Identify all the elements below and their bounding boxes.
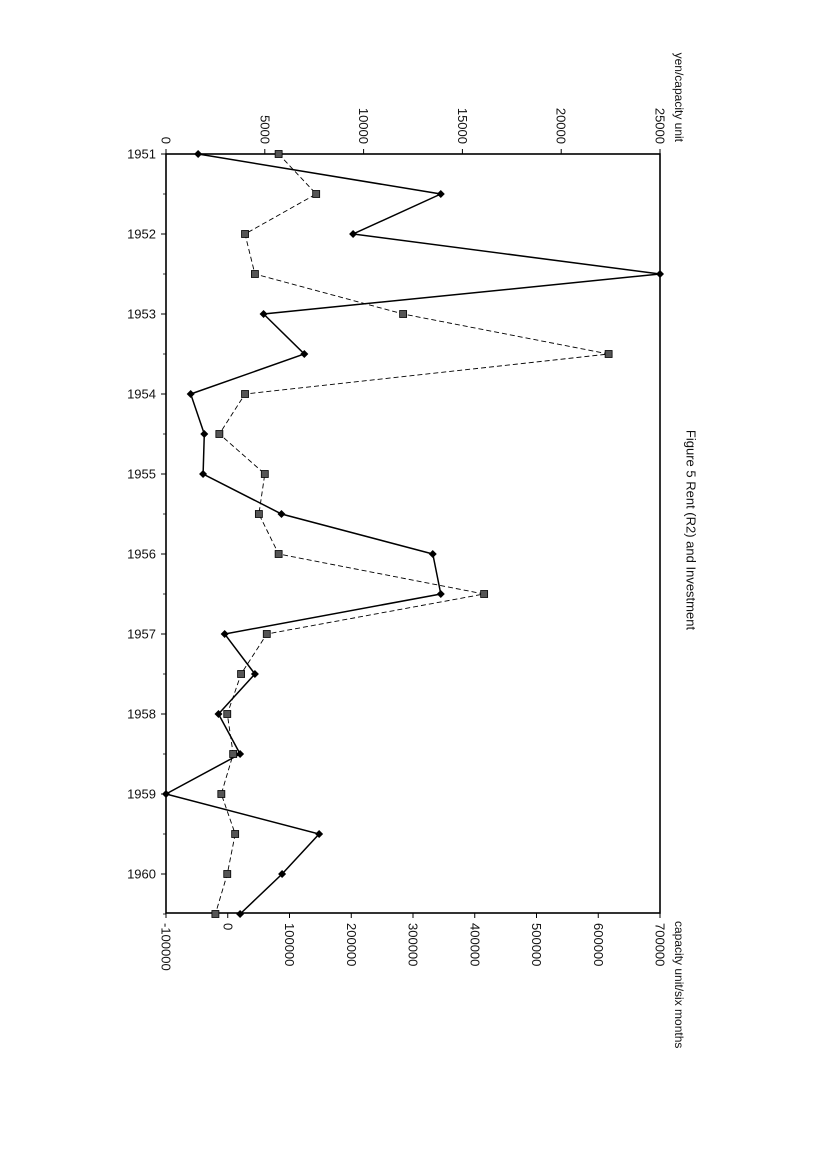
series-1-point xyxy=(277,510,285,518)
right-axis-tick-label: 700000 xyxy=(652,923,668,967)
series-2-point xyxy=(232,831,239,838)
series-2-point xyxy=(263,631,270,638)
x-tick-label: 1954 xyxy=(127,386,156,402)
left-axis-title: yen/capacity unit xyxy=(672,52,686,142)
x-tick-label: 1952 xyxy=(127,226,156,242)
series-1-point xyxy=(199,470,207,478)
right-axis-tick-label: 400000 xyxy=(467,923,483,967)
right-axis-tick-label: 500000 xyxy=(529,923,544,967)
series-2-point xyxy=(242,391,249,398)
right-axis-tick-label: 200000 xyxy=(343,923,359,967)
right-axis-tick-label: 100000 xyxy=(282,923,297,967)
series-1-point xyxy=(437,590,445,598)
series-2-point xyxy=(275,551,282,558)
series-1-point xyxy=(656,270,664,278)
series-2-point xyxy=(481,591,488,598)
series-2-point xyxy=(224,711,231,718)
series-1-point xyxy=(162,790,170,798)
series-2-point xyxy=(313,191,320,198)
series-2-point xyxy=(275,151,282,158)
series-2-point xyxy=(400,311,407,318)
series-1-point xyxy=(187,390,195,398)
series-2-point xyxy=(242,231,249,238)
series-2-point xyxy=(238,671,245,678)
series-2-point xyxy=(212,911,219,918)
right-axis-title: capacity unit/six months xyxy=(672,921,686,1049)
series-2-point xyxy=(216,431,223,438)
series-1-point xyxy=(236,750,244,758)
x-tick-label: 1958 xyxy=(127,706,156,722)
x-tick-label: 1957 xyxy=(127,626,156,642)
x-tick-label: 1959 xyxy=(127,786,156,802)
series-2-point xyxy=(218,791,225,798)
series-line-2 xyxy=(215,154,608,914)
series-1-point xyxy=(437,190,445,198)
series-2-point xyxy=(224,871,231,878)
series-1-point xyxy=(429,550,437,558)
x-tick-label: 1951 xyxy=(127,146,156,162)
series-1-point xyxy=(200,430,208,438)
left-axis-tick-label: 0 xyxy=(158,136,174,144)
left-axis-tick-label: 10000 xyxy=(356,107,372,144)
right-axis-tick-label: 600000 xyxy=(590,923,606,967)
x-tick-label: 1955 xyxy=(127,466,156,482)
right-axis-tick-label: -100000 xyxy=(158,923,174,971)
left-axis-tick-label: 15000 xyxy=(454,107,470,144)
plot-frame xyxy=(166,154,660,913)
series-2-point xyxy=(255,511,262,518)
x-tick-label: 1960 xyxy=(127,866,156,882)
series-1-point xyxy=(194,150,202,158)
chart-title: Figure 5 Rent (R2) and Investment xyxy=(683,429,699,631)
right-axis-tick-label: 0 xyxy=(220,923,236,931)
series-2-point xyxy=(261,471,268,478)
series-2-point xyxy=(230,751,237,758)
series-1-point xyxy=(349,230,357,238)
right-axis-tick-label: 300000 xyxy=(405,923,421,967)
x-tick-label: 1953 xyxy=(127,306,156,322)
left-axis-tick-label: 20000 xyxy=(553,107,569,144)
series-line-1 xyxy=(166,154,660,914)
left-axis-tick-label: 25000 xyxy=(652,107,668,144)
series-2-point xyxy=(251,271,258,278)
left-axis-tick-label: 5000 xyxy=(257,115,273,144)
x-tick-label: 1956 xyxy=(127,546,156,562)
series-2-point xyxy=(605,351,612,358)
